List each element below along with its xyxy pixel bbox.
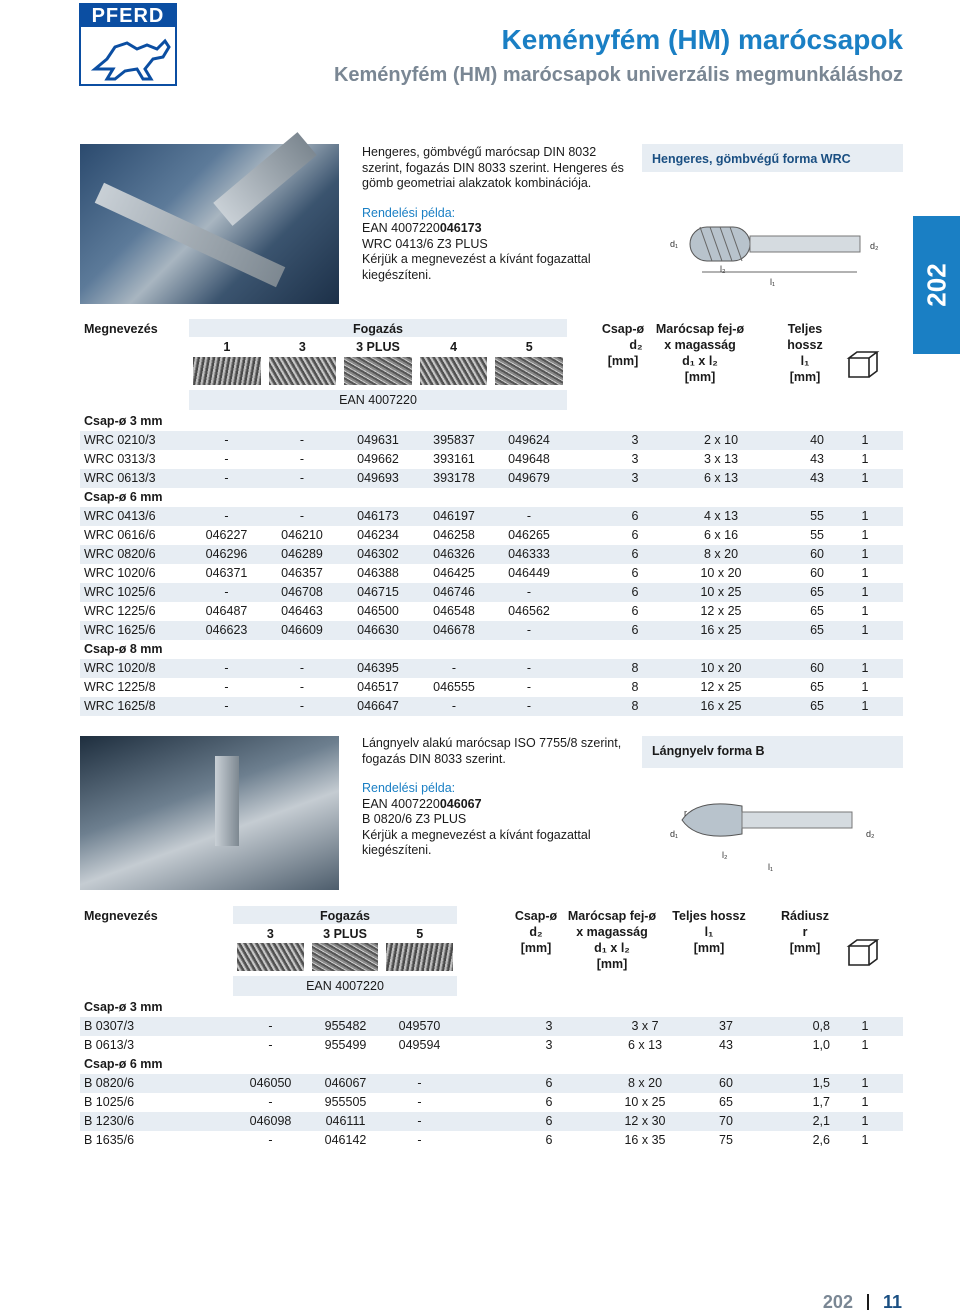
- table-cell: -: [224, 452, 229, 466]
- page-number: [823, 1292, 902, 1313]
- drawing-b: [642, 736, 903, 890]
- table-cell: 3 x 13: [703, 452, 739, 466]
- product-code: B 0820/6: [84, 1076, 135, 1090]
- page-number-right: 11: [882, 1292, 902, 1312]
- table-cell: 049631: [357, 433, 399, 447]
- table-cell: 65: [719, 1095, 733, 1109]
- table-row: [80, 545, 903, 564]
- table-cell: 6: [631, 547, 639, 561]
- table-cell: 1: [861, 528, 869, 542]
- table-cell: 046326: [433, 547, 475, 561]
- table-cell: 046258: [433, 528, 475, 542]
- table-cell: 2 x 10: [703, 433, 739, 447]
- table-cell: 12 x 25: [700, 604, 742, 618]
- table-cell: 4 x 13: [703, 509, 739, 523]
- table-cell: 046265: [508, 528, 550, 542]
- group-row: [80, 1055, 903, 1074]
- product-code: B 0307/3: [84, 1019, 135, 1033]
- table-cell: 16 x 35: [624, 1133, 666, 1147]
- table-cell: 046142: [324, 1133, 367, 1147]
- table-cell: 1: [861, 471, 869, 485]
- teeth-swatch-image: [495, 357, 563, 385]
- product-code: B 1025/6: [84, 1095, 135, 1109]
- table-cell: 6: [631, 528, 639, 542]
- table-cell: 10 x 25: [700, 585, 742, 599]
- t2-header-head: Marócsap fej-ø x magasság d₁ x l₂ [mm]: [567, 909, 657, 971]
- horse-logo-icon: [85, 29, 175, 85]
- table-cell: 1: [861, 1114, 869, 1128]
- table-cell: -: [299, 699, 305, 713]
- table-cell: 6: [631, 566, 639, 580]
- table-cell: 65: [810, 680, 824, 694]
- table-cell: 3: [545, 1019, 553, 1033]
- table-cell: 046173: [357, 509, 399, 523]
- product-code: B 1230/6: [84, 1114, 135, 1128]
- page-number-left: 202: [822, 1292, 853, 1312]
- table-cell: -: [224, 699, 229, 713]
- table-cell: 1: [861, 623, 869, 637]
- page-subtitle: Keményfém (HM) marócsapok univerzális megmunkáláshoz: [333, 64, 903, 86]
- table-cell: 3: [631, 433, 639, 447]
- table-cell: 60: [719, 1076, 733, 1090]
- table-cell: 046111: [325, 1114, 366, 1128]
- group-label: Csap-ø 6 mm: [84, 1057, 163, 1071]
- table-row: [80, 697, 903, 716]
- table-cell: 55: [810, 528, 824, 542]
- table-cell: -: [526, 509, 532, 523]
- table-cell: 046050: [249, 1076, 292, 1090]
- group-label: Csap-ø 8 mm: [84, 642, 163, 656]
- table-cell: 046500: [357, 604, 399, 618]
- t1-header-total: Teljes hossz l₁ [mm]: [787, 322, 823, 384]
- table-cell: 2,1: [812, 1114, 830, 1128]
- product-code: WRC 1020/8: [84, 661, 156, 675]
- table-cell: 10 x 25: [624, 1095, 666, 1109]
- table-cell: -: [526, 699, 532, 713]
- table-cell: 6 x 16: [703, 528, 739, 542]
- group-label: Csap-ø 3 mm: [84, 1000, 163, 1014]
- table-row: [80, 507, 903, 526]
- table-row: [80, 602, 903, 621]
- table-cell: 046746: [433, 585, 475, 599]
- table-cell: 046289: [281, 547, 323, 561]
- product-code: WRC 1225/8: [84, 680, 156, 694]
- section1-order-ean: EAN 4007220046173: [362, 221, 482, 235]
- table-cell: 049693: [357, 471, 399, 485]
- table-cell: -: [224, 433, 229, 447]
- dim-b-d2: d₂: [866, 829, 875, 839]
- table-cell: 046227: [205, 528, 248, 542]
- table-cell: 43: [719, 1038, 733, 1052]
- table-cell: -: [299, 680, 305, 694]
- product-code: WRC 1020/6: [84, 566, 156, 580]
- table-cell: 046302: [357, 547, 399, 561]
- t2-ean-prefix: EAN 4007220: [233, 976, 457, 996]
- teeth-swatch-image: [237, 943, 304, 971]
- table-cell: 955505: [324, 1095, 367, 1109]
- table-cell: 6: [545, 1114, 553, 1128]
- table-cell: 3 x 7: [631, 1019, 659, 1033]
- table-cell: 1,0: [812, 1038, 830, 1052]
- teeth-label: 4: [450, 340, 458, 354]
- table-cell: 1: [861, 1076, 869, 1090]
- table-row: [80, 1131, 903, 1150]
- table-cell: 046715: [357, 585, 399, 599]
- dim-d2: d₂: [870, 241, 879, 251]
- dim-r: r: [684, 808, 687, 818]
- table-cell: 6: [631, 509, 639, 523]
- table-cell: 6: [545, 1133, 553, 1147]
- table-cell: 6: [631, 604, 639, 618]
- table-cell: 1: [861, 604, 869, 618]
- section2-desc-text: Lángnyelv alakú marócsap ISO 7755/8 szerint, fogazás DIN 8033 szerint.: [362, 736, 622, 766]
- page-title: Keményfém (HM) marócsapok: [501, 24, 903, 55]
- table-cell: 65: [810, 699, 824, 713]
- table-row: [80, 1093, 903, 1112]
- package-box-icon-2: [846, 938, 880, 968]
- table-cell: 40: [810, 433, 824, 447]
- package-box-icon: [846, 350, 880, 380]
- table-cell: 1: [861, 1038, 869, 1052]
- section2-order-note: Kérjük a megnevezést a kívánt fogazattal kiegészíteni.: [362, 827, 591, 857]
- table-cell: 1: [861, 509, 869, 523]
- product-photo-b: [80, 736, 339, 890]
- table-row: [80, 621, 903, 640]
- table-cell: 1: [861, 699, 869, 713]
- table-row: [80, 1036, 903, 1055]
- table-cell: 049570: [398, 1019, 441, 1033]
- teeth-swatch-image: [312, 943, 379, 971]
- table-cell: -: [299, 433, 305, 447]
- table-cell: 393161: [433, 452, 475, 466]
- table-cell: 046210: [281, 528, 323, 542]
- table-cell: 046555: [433, 680, 475, 694]
- table-row: [80, 659, 903, 678]
- section2-order-label: Rendelési példa:: [362, 781, 456, 795]
- table-row: [80, 1017, 903, 1036]
- t2-header-teeth: Fogazás: [319, 909, 370, 923]
- table-cell: 0,8: [812, 1019, 830, 1033]
- product-code: B 0613/3: [84, 1038, 135, 1052]
- table-cell: 8: [631, 680, 639, 694]
- table-cell: 046234: [357, 528, 399, 542]
- t1-header-name: Megnevezés: [84, 322, 158, 336]
- table-cell: 046623: [205, 623, 248, 637]
- product-code: WRC 0210/3: [84, 433, 156, 447]
- table-cell: -: [224, 680, 229, 694]
- table-cell: -: [526, 680, 532, 694]
- table-cell: -: [417, 1133, 422, 1147]
- group-row: [80, 488, 903, 507]
- chapter-tab: [913, 216, 960, 354]
- table-cell: 65: [810, 585, 824, 599]
- teeth-swatch-image: [269, 357, 337, 385]
- group-label: Csap-ø 6 mm: [84, 490, 163, 504]
- table-cell: 395837: [433, 433, 475, 447]
- table-cell: 393178: [433, 471, 475, 485]
- t2-header-shank: Csap-ø d₂ [mm]: [514, 909, 558, 955]
- table-cell: 60: [810, 566, 824, 580]
- brand-name: PFERD: [81, 5, 175, 27]
- group-row: [80, 998, 903, 1017]
- product-code: WRC 1625/6: [84, 623, 156, 637]
- table-cell: -: [526, 623, 532, 637]
- teeth-label: 1: [223, 340, 231, 354]
- table-cell: -: [299, 452, 305, 466]
- table-cell: 1: [861, 547, 869, 561]
- table-cell: 1: [861, 1133, 869, 1147]
- t2-header-total: Teljes hossz l₁ [mm]: [672, 909, 746, 955]
- t1-header-head: Marócsap fej-ø x magasság d₁ x l₂ [mm]: [655, 322, 745, 384]
- table-cell: -: [451, 661, 457, 675]
- t1-header-shank: Csap-ø d₂ [mm]: [601, 322, 645, 368]
- table-cell: 046067: [324, 1076, 367, 1090]
- table-cell: 046708: [281, 585, 323, 599]
- table-cell: 046548: [433, 604, 475, 618]
- table-cell: -: [268, 1095, 273, 1109]
- table-cell: 8: [631, 699, 639, 713]
- table-cell: 8 x 20: [627, 1076, 663, 1090]
- table-cell: 046333: [508, 547, 550, 561]
- product-photo-wrc: [80, 144, 339, 304]
- table-cell: 3: [631, 452, 639, 466]
- table-row: [80, 678, 903, 697]
- teeth-label: 3 PLUS: [323, 927, 367, 941]
- table-cell: 046647: [357, 699, 399, 713]
- table-cell: 1,7: [812, 1095, 830, 1109]
- table-cell: 046425: [433, 566, 475, 580]
- table-cell: 046197: [433, 509, 475, 523]
- table-cell: -: [417, 1114, 422, 1128]
- teeth-swatch-image: [386, 943, 453, 971]
- table-cell: 60: [810, 661, 824, 675]
- dim-b-l1: l₁: [768, 862, 774, 872]
- table-cell: 1: [861, 1019, 869, 1033]
- table-cell: 046357: [281, 566, 323, 580]
- chapter-number: 202: [921, 263, 951, 307]
- table-cell: 6: [631, 585, 639, 599]
- table-cell: 6: [631, 623, 639, 637]
- table-cell: 1: [861, 1095, 869, 1109]
- table-cell: 8 x 20: [703, 547, 739, 561]
- table-cell: 046562: [508, 604, 550, 618]
- section2-order-ean: EAN 4007220046067: [362, 796, 482, 811]
- table-cell: -: [224, 661, 229, 675]
- t1-ean-prefix: EAN 4007220: [189, 390, 567, 410]
- section1-description: [362, 145, 624, 283]
- table-cell: 046296: [205, 547, 248, 561]
- section2-description: [362, 736, 624, 859]
- group-row: [80, 640, 903, 659]
- table-cell: 049648: [508, 452, 550, 466]
- section2-order-code: B 0820/6 Z3 PLUS: [362, 812, 467, 826]
- teeth-label: 3: [266, 927, 274, 941]
- table-cell: -: [224, 585, 229, 599]
- table-cell: 43: [810, 471, 824, 485]
- table-cell: 049594: [398, 1038, 441, 1052]
- table-cell: 10 x 20: [700, 661, 742, 675]
- section1-order-code: WRC 0413/6 Z3 PLUS: [362, 236, 488, 251]
- table-cell: -: [224, 471, 229, 485]
- t2-header-name: Megnevezés: [84, 909, 158, 923]
- table-row: [80, 431, 903, 450]
- dim-d1: d₁: [670, 239, 679, 249]
- drawing-title-wrc: Hengeres, gömbvégű forma WRC: [652, 152, 851, 166]
- table-cell: 049679: [508, 471, 550, 485]
- table-cell: 046463: [281, 604, 323, 618]
- product-code: WRC 1225/6: [84, 604, 156, 618]
- table-cell: 10 x 20: [700, 566, 742, 580]
- table-cell: -: [451, 699, 457, 713]
- table-cell: 1: [861, 566, 869, 580]
- table-cell: 3: [545, 1038, 553, 1052]
- teeth-label: 3: [298, 340, 306, 354]
- table-cell: 049624: [508, 433, 550, 447]
- table-row: [80, 450, 903, 469]
- table-row: [80, 469, 903, 488]
- table-cell: 8: [631, 661, 639, 675]
- table-cell: 046395: [357, 661, 399, 675]
- table-cell: 55: [810, 509, 824, 523]
- product-code: WRC 0613/3: [84, 471, 156, 485]
- product-code: WRC 1025/6: [84, 585, 156, 599]
- section1-order-label: Rendelési példa:: [362, 205, 456, 220]
- table-cell: 2,6: [812, 1133, 830, 1147]
- table-cell: 049662: [357, 452, 399, 466]
- table-cell: 955499: [324, 1038, 367, 1052]
- teeth-label: 5: [416, 927, 424, 941]
- table-cell: 1: [861, 661, 869, 675]
- dim-l1: l₁: [770, 277, 776, 287]
- table-cell: 046517: [357, 680, 399, 694]
- group-label: Csap-ø 3 mm: [84, 414, 163, 428]
- table-cell: -: [299, 509, 305, 523]
- table-cell: 046609: [281, 623, 323, 637]
- table-cell: 1: [861, 433, 869, 447]
- table-cell: 046098: [249, 1114, 292, 1128]
- table-cell: -: [268, 1019, 273, 1033]
- table-cell: 046449: [508, 566, 550, 580]
- teeth-swatch-image: [193, 357, 261, 385]
- dim-l2: l₂: [720, 264, 726, 274]
- table-cell: 37: [719, 1019, 733, 1033]
- table-cell: -: [417, 1076, 422, 1090]
- table-cell: 16 x 25: [700, 623, 742, 637]
- group-row: [80, 412, 903, 431]
- teeth-swatch-image: [344, 357, 412, 385]
- table-cell: -: [299, 661, 305, 675]
- dim-b-d1: d₁: [670, 829, 679, 839]
- product-code: B 1635/6: [84, 1133, 135, 1147]
- table-cell: 6 x 13: [703, 471, 739, 485]
- table-cell: 046487: [205, 604, 248, 618]
- teeth-swatch-image: [420, 357, 488, 385]
- teeth-label: 5: [525, 340, 533, 354]
- table-row: [80, 583, 903, 602]
- table-cell: 16 x 25: [700, 699, 742, 713]
- table-cell: 43: [810, 452, 824, 466]
- teeth-label: 3 PLUS: [356, 340, 400, 354]
- table-cell: -: [417, 1095, 422, 1109]
- table-cell: 046630: [357, 623, 399, 637]
- section1-desc-text: Hengeres, gömbvégű marócsap DIN 8032 szerint, fogazás DIN 8033 szerint. Hengeres és gömb geometriai alakzatok kombinációja.: [362, 145, 624, 190]
- table-row: [80, 1074, 903, 1093]
- table-cell: 6: [545, 1095, 553, 1109]
- table-cell: -: [268, 1038, 273, 1052]
- table-cell: 12 x 30: [624, 1114, 666, 1128]
- section1-order-note: Kérjük a megnevezést a kívánt fogazattal kiegészíteni.: [362, 252, 591, 282]
- table-cell: 12 x 25: [700, 680, 742, 694]
- table-cell: -: [526, 661, 532, 675]
- table-cell: 6: [545, 1076, 553, 1090]
- drawing-wrc: [642, 144, 903, 304]
- table-cell: 65: [810, 604, 824, 618]
- table-cell: 65: [810, 623, 824, 637]
- table-cell: 6 x 13: [627, 1038, 663, 1052]
- table-cell: 75: [719, 1133, 733, 1147]
- product-code: WRC 0616/6: [84, 528, 156, 542]
- table-cell: -: [526, 585, 532, 599]
- table-cell: 1: [861, 452, 869, 466]
- table-row: [80, 564, 903, 583]
- table-cell: 1: [861, 680, 869, 694]
- product-code: WRC 1625/8: [84, 699, 156, 713]
- product-code: WRC 0820/6: [84, 547, 156, 561]
- table-row: [80, 1112, 903, 1131]
- drawing-title-b: Lángnyelv forma B: [652, 744, 765, 758]
- product-code: WRC 0413/6: [84, 509, 156, 523]
- table-cell: 3: [631, 471, 639, 485]
- dim-b-l2: l₂: [722, 850, 728, 860]
- product-code: WRC 0313/3: [84, 452, 156, 466]
- table-cell: 60: [810, 547, 824, 561]
- table-row: [80, 526, 903, 545]
- table-cell: 955482: [324, 1019, 367, 1033]
- table-cell: 1,5: [812, 1076, 830, 1090]
- table-cell: -: [268, 1133, 273, 1147]
- table-cell: 046371: [205, 566, 248, 580]
- table-cell: -: [224, 509, 229, 523]
- t2-header-radius: Rádiusz r [mm]: [781, 909, 829, 955]
- pferd-logo: [79, 3, 177, 86]
- table-cell: 046388: [357, 566, 399, 580]
- table-cell: 046678: [433, 623, 475, 637]
- table-cell: -: [299, 471, 305, 485]
- table-cell: 1: [861, 585, 869, 599]
- t1-header-teeth: Fogazás: [352, 322, 403, 336]
- table-cell: 70: [719, 1114, 733, 1128]
